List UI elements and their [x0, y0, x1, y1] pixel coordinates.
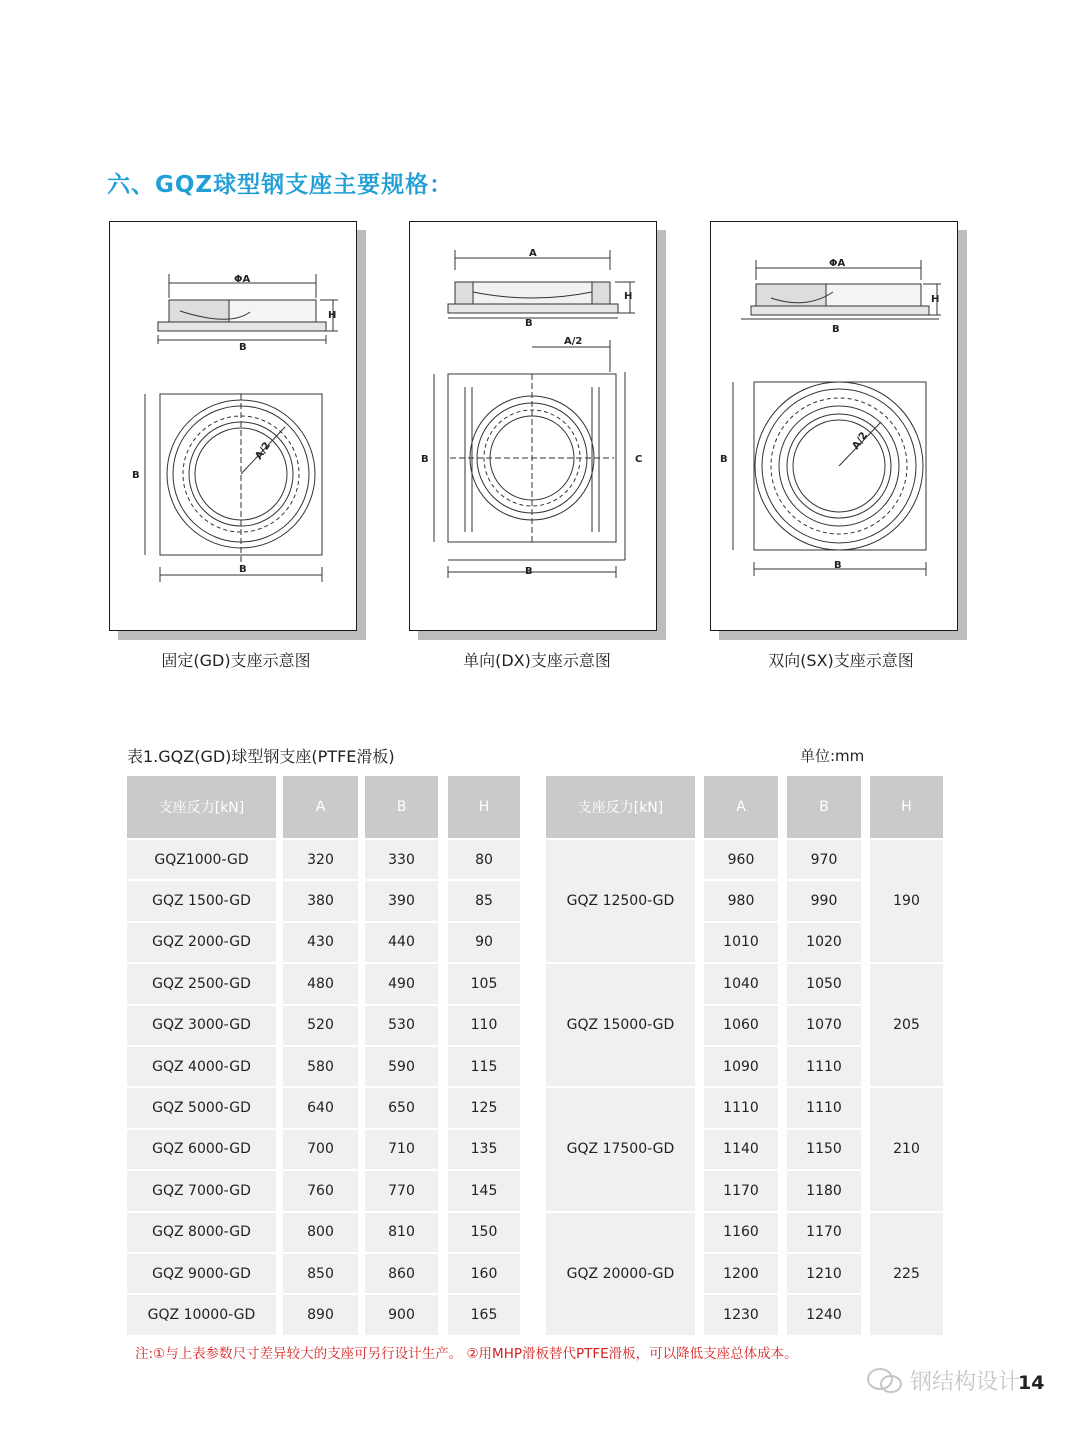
dx-label-b-top: B	[525, 318, 533, 329]
left-cell-h: 165	[448, 1295, 520, 1334]
left-cell-b: 810	[365, 1213, 438, 1252]
left-cell-b: 530	[365, 1006, 438, 1045]
right-cell-b: 1110	[787, 1088, 861, 1127]
diagram-gd	[109, 221, 357, 631]
wechat-icon	[866, 1367, 904, 1395]
dx-drawing	[410, 222, 656, 630]
left-cell-name: GQZ 7000-GD	[127, 1171, 276, 1210]
left-header-2: B	[365, 776, 438, 838]
right-cell-a: 1160	[704, 1213, 778, 1252]
left-cell-a: 760	[283, 1171, 358, 1210]
watermark	[866, 1365, 1020, 1396]
left-cell-h: 85	[448, 881, 520, 920]
sx-label-b-bottom: B	[834, 560, 842, 571]
sx-label-a2: A/2	[850, 430, 870, 452]
right-header-3: H	[870, 776, 943, 838]
watermark-text: 钢结构设计	[910, 1370, 1021, 1395]
right-cell-a: 1110	[704, 1088, 778, 1127]
left-cell-a: 640	[283, 1088, 358, 1127]
right-cell-b: 1240	[787, 1295, 861, 1334]
left-cell-b: 440	[365, 923, 438, 962]
left-cell-h: 90	[448, 923, 520, 962]
left-cell-b: 490	[365, 964, 438, 1003]
left-cell-h: 125	[448, 1088, 520, 1127]
sx-drawing	[711, 222, 957, 630]
right-cell-b: 1170	[787, 1213, 861, 1252]
unit-label: 单位:mm	[800, 747, 865, 765]
right-group-name: GQZ 12500-GD	[546, 840, 695, 962]
left-cell-h: 150	[448, 1213, 520, 1252]
left-cell-a: 580	[283, 1047, 358, 1086]
right-cell-a: 1040	[704, 964, 778, 1003]
right-group-h: 210	[870, 1088, 943, 1210]
caption-dx: 单向(DX)支座示意图	[463, 651, 611, 670]
right-cell-a: 1170	[704, 1171, 778, 1210]
right-cell-b: 1180	[787, 1171, 861, 1210]
left-cell-a: 430	[283, 923, 358, 962]
left-cell-b: 390	[365, 881, 438, 920]
right-cell-a: 1230	[704, 1295, 778, 1334]
right-cell-a: 1140	[704, 1130, 778, 1169]
left-cell-name: GQZ 9000-GD	[127, 1254, 276, 1293]
gd-label-b-bottom: B	[239, 564, 247, 575]
dx-label-a: A	[529, 248, 537, 259]
right-cell-b: 1070	[787, 1006, 861, 1045]
right-group-h: 205	[870, 964, 943, 1086]
left-cell-name: GQZ 2000-GD	[127, 923, 276, 962]
dx-label-a2: A/2	[564, 336, 583, 347]
left-cell-a: 480	[283, 964, 358, 1003]
left-cell-a: 700	[283, 1130, 358, 1169]
right-header-2: B	[787, 776, 861, 838]
page-title: 六、GQZ球型钢支座主要规格：	[107, 172, 454, 198]
dx-label-c: C	[635, 454, 643, 465]
dx-label-b-bottom: B	[525, 566, 533, 577]
left-cell-b: 860	[365, 1254, 438, 1293]
diagram-sx	[710, 221, 958, 631]
gd-label-a2: A/2	[253, 440, 273, 462]
left-cell-name: GQZ 4000-GD	[127, 1047, 276, 1086]
dx-label-b-side: B	[421, 454, 429, 465]
left-cell-h: 105	[448, 964, 520, 1003]
right-cell-b: 990	[787, 881, 861, 920]
sx-label-phia: ΦA	[829, 258, 846, 269]
left-cell-h: 115	[448, 1047, 520, 1086]
diagram-dx	[409, 221, 657, 631]
right-group-name: GQZ 20000-GD	[546, 1213, 695, 1335]
left-cell-h: 110	[448, 1006, 520, 1045]
left-cell-b: 590	[365, 1047, 438, 1086]
left-cell-name: GQZ 2500-GD	[127, 964, 276, 1003]
left-cell-a: 890	[283, 1295, 358, 1334]
caption-sx: 双向(SX)支座示意图	[768, 651, 914, 670]
left-cell-a: 320	[283, 840, 358, 879]
right-group-name: GQZ 15000-GD	[546, 964, 695, 1086]
right-cell-b: 1050	[787, 964, 861, 1003]
left-cell-b: 650	[365, 1088, 438, 1127]
right-group-h: 225	[870, 1213, 943, 1335]
left-cell-a: 850	[283, 1254, 358, 1293]
left-cell-name: GQZ 10000-GD	[127, 1295, 276, 1334]
right-cell-b: 1020	[787, 923, 861, 962]
left-cell-h: 135	[448, 1130, 520, 1169]
right-group-name: GQZ 17500-GD	[546, 1088, 695, 1210]
left-header-1: A	[283, 776, 358, 838]
left-cell-name: GQZ 5000-GD	[127, 1088, 276, 1127]
right-cell-a: 1010	[704, 923, 778, 962]
table-title: 表1.GQZ(GD)球型钢支座(PTFE滑板)	[127, 747, 395, 766]
left-cell-b: 770	[365, 1171, 438, 1210]
left-cell-a: 380	[283, 881, 358, 920]
right-cell-a: 1090	[704, 1047, 778, 1086]
right-group-h: 190	[870, 840, 943, 962]
left-cell-a: 800	[283, 1213, 358, 1252]
left-cell-h: 80	[448, 840, 520, 879]
sx-label-h: H	[931, 294, 940, 305]
caption-gd: 固定(GD)支座示意图	[161, 651, 311, 670]
gd-label-h: H	[328, 310, 337, 321]
dx-label-h: H	[624, 291, 633, 302]
page-number: 14	[1018, 1372, 1045, 1394]
gd-drawing	[110, 222, 356, 630]
left-cell-a: 520	[283, 1006, 358, 1045]
left-cell-b: 330	[365, 840, 438, 879]
footnote: 注:①与上表参数尺寸差异较大的支座可另行设计生产。 ②用MHP滑板替代PTFE滑板，可以降低支座总体成本。	[135, 1346, 798, 1362]
right-cell-a: 980	[704, 881, 778, 920]
right-cell-a: 960	[704, 840, 778, 879]
right-cell-b: 1150	[787, 1130, 861, 1169]
right-header-1: A	[704, 776, 778, 838]
left-cell-h: 145	[448, 1171, 520, 1210]
right-cell-a: 1060	[704, 1006, 778, 1045]
gd-label-phia: ΦA	[234, 274, 251, 285]
sx-label-b-side: B	[720, 454, 728, 465]
gd-label-b-top: B	[239, 342, 247, 353]
right-cell-b: 1110	[787, 1047, 861, 1086]
left-header-0: 支座反力[kN]	[127, 776, 276, 838]
right-cell-a: 1200	[704, 1254, 778, 1293]
left-cell-b: 900	[365, 1295, 438, 1334]
right-cell-b: 970	[787, 840, 861, 879]
left-cell-name: GQZ1000-GD	[127, 840, 276, 879]
left-cell-name: GQZ 8000-GD	[127, 1213, 276, 1252]
right-cell-b: 1210	[787, 1254, 861, 1293]
left-cell-name: GQZ 3000-GD	[127, 1006, 276, 1045]
left-cell-name: GQZ 6000-GD	[127, 1130, 276, 1169]
left-cell-b: 710	[365, 1130, 438, 1169]
left-header-3: H	[448, 776, 520, 838]
left-cell-name: GQZ 1500-GD	[127, 881, 276, 920]
gd-label-b-side: B	[132, 470, 140, 481]
left-cell-h: 160	[448, 1254, 520, 1293]
right-header-0: 支座反力[kN]	[546, 776, 695, 838]
sx-label-b-top: B	[832, 324, 840, 335]
